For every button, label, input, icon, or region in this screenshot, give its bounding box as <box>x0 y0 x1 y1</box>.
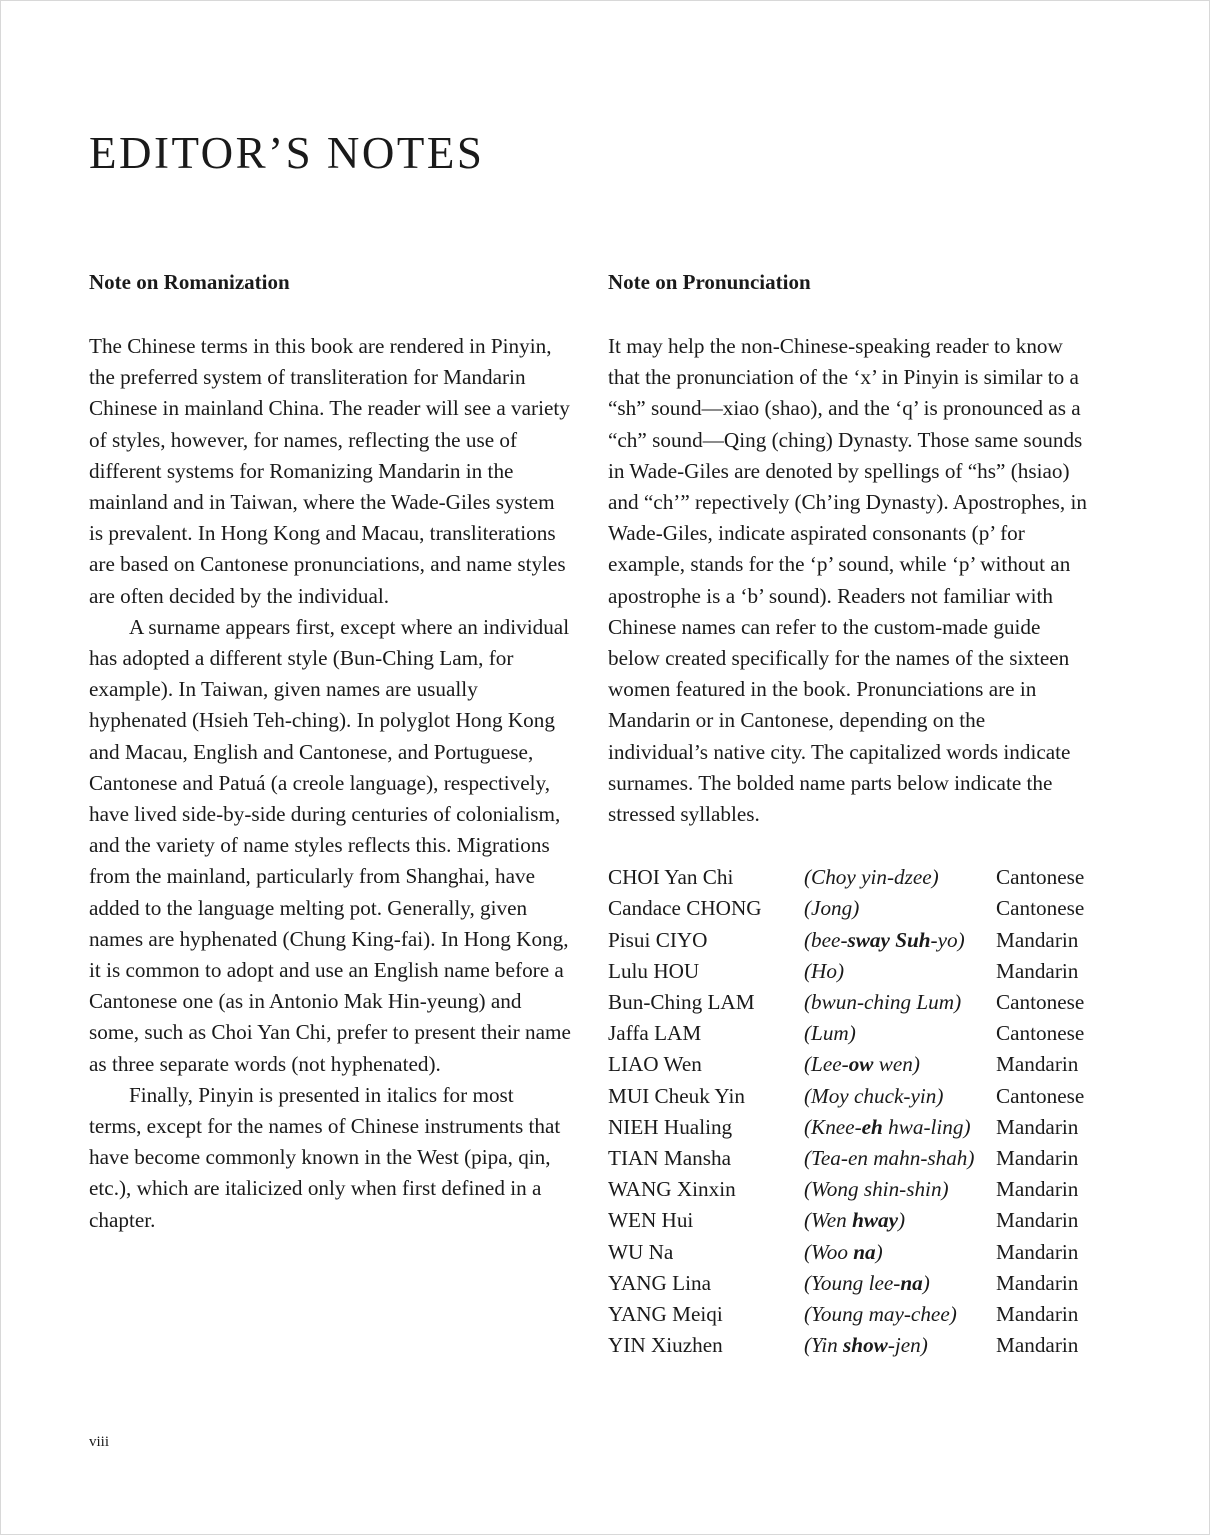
pronunciation-row <box>608 1268 1084 1299</box>
guide-segment: (Young may-chee) <box>804 1302 957 1327</box>
language: Cantonese <box>996 990 1085 1015</box>
pronunciation-row <box>608 1018 1084 1049</box>
guide-segment: (Jong) <box>804 896 860 921</box>
language: Mandarin <box>996 1333 1079 1358</box>
person-name: Pisui CIYO <box>608 927 708 952</box>
pronunciation-row <box>608 1205 1084 1236</box>
guide-segment: (Moy chuck-yin) <box>804 1083 944 1108</box>
guide-segment: ) <box>875 1239 883 1264</box>
pronunciation-guide <box>804 1081 996 1112</box>
guide-segment: (Choy yin-dzee) <box>804 865 939 890</box>
romanization-paragraph-1: The Chinese terms in this book are rendered in Pinyin, the preferred system of transliteration for Mandarin Chinese in mainland China. The reader will see a variety of styles, however, for names, reflecting the use of different systems for Romanizing Mandarin in the mainland and in Taiwan, where the Wade-Giles system is prevalent. In Hong Kong and Macau, transliterations are based on Cantonese pronunciations, and name styles are often decided by the individual. <box>89 334 570 608</box>
guide-segment: (Young lee- <box>804 1270 901 1295</box>
romanization-heading: Note on Romanization <box>89 270 290 294</box>
guide-segment: (Ho) <box>804 958 845 983</box>
pronunciation-guide <box>804 1049 996 1080</box>
pronunciation-body <box>608 331 1090 830</box>
guide-segment: (Woo <box>804 1239 854 1264</box>
pronunciation-guide <box>804 987 996 1018</box>
guide-segment: -yo) <box>930 927 965 952</box>
pronunciation-guide <box>804 956 996 987</box>
guide-segment: (Wen <box>804 1208 853 1233</box>
guide-segment: (bee- <box>804 927 848 952</box>
guide-segment: -jen) <box>887 1333 928 1358</box>
pronunciation-guide <box>804 1268 996 1299</box>
stressed-syllable: sway Suh <box>847 927 931 952</box>
pronunciation-guide <box>804 1237 996 1268</box>
person-name: Candace CHONG <box>608 896 762 921</box>
pronunciation-row <box>608 1143 1084 1174</box>
romanization-paragraph-2: A surname appears first, except where an individual has adopted a different style (Bun-Ching Lam, for example). In Taiwan, given names are usually hyphenated (Hsieh Teh-ching). In polyglot Hong Kong and Macau, English and Cantonese, and Portuguese, Cantonese and Patuá (a creole language), respectively, have lived side-by-side during centuries of colonialism, and the variety of name styles reflects this. Migrations from the mainland, particularly from Shanghai, have added to the language melting pot. Generally, given names are hyphenated (Chung King-fai). In Hong Kong, it is common to adopt and use an English name before a Cantonese one (as in Antonio Mak Hin-yeung) and some, such as Choi Yan Chi, prefer to present their name as three separate words (not hyphenated). <box>89 614 571 1076</box>
language: Mandarin <box>996 1239 1079 1264</box>
pronunciation-guide <box>804 893 996 924</box>
language: Mandarin <box>996 1052 1079 1077</box>
person-name: Bun-Ching LAM <box>608 990 755 1015</box>
pronunciation-guide <box>804 925 996 956</box>
pronunciation-guide <box>804 1330 996 1361</box>
pronunciation-guide <box>804 862 996 893</box>
pronunciation-row <box>608 862 1084 893</box>
pronunciation-row <box>608 1049 1084 1080</box>
guide-segment: ) <box>897 1208 906 1233</box>
person-name: WU Na <box>608 1239 674 1264</box>
guide-segment: wen) <box>873 1052 920 1077</box>
pronunciation-row <box>608 987 1084 1018</box>
pronunciation-row <box>608 893 1084 924</box>
person-name: NIEH Hualing <box>608 1114 733 1139</box>
stressed-syllable: na <box>900 1270 923 1295</box>
guide-segment: hwa-ling) <box>882 1114 971 1139</box>
romanization-section <box>89 268 571 1236</box>
person-name: Jaffa LAM <box>608 1021 702 1046</box>
language: Cantonese <box>996 896 1085 921</box>
pronunciation-guide <box>804 1112 996 1143</box>
romanization-body <box>89 331 571 1236</box>
stressed-syllable: hway <box>852 1208 898 1233</box>
pronunciation-guide <box>804 1174 996 1205</box>
guide-segment: (Lum) <box>804 1021 856 1046</box>
pronunciation-row <box>608 925 1084 956</box>
person-name: WANG Xinxin <box>608 1177 736 1202</box>
pronunciation-guide <box>804 1018 996 1049</box>
language: Cantonese <box>996 1021 1085 1046</box>
pronunciation-heading: Note on Pronunciation <box>608 270 811 294</box>
guide-segment: (bwun-ching Lum) <box>804 990 962 1015</box>
pronunciation-row <box>608 1112 1084 1143</box>
guide-segment: (Wong shin-shin) <box>804 1177 949 1202</box>
person-name: YANG Lina <box>608 1270 711 1295</box>
page-title: EDITOR’S NOTES <box>89 128 485 178</box>
pronunciation-row <box>608 1237 1084 1268</box>
person-name: YANG Meiqi <box>608 1302 723 1327</box>
language: Mandarin <box>996 1114 1079 1139</box>
pronunciation-guide <box>804 1143 996 1174</box>
pronunciation-guide <box>804 1205 996 1236</box>
stressed-syllable: show <box>843 1333 888 1358</box>
guide-segment: (Knee- <box>804 1114 862 1139</box>
pronunciation-row <box>608 1330 1084 1361</box>
person-name: CHOI Yan Chi <box>608 865 734 890</box>
pronunciation-row <box>608 1174 1084 1205</box>
pronunciation-row <box>608 1081 1084 1112</box>
person-name: WEN Hui <box>608 1208 694 1233</box>
pronunciation-table <box>608 862 1084 1361</box>
guide-segment: ) <box>922 1270 930 1295</box>
language: Mandarin <box>996 1146 1079 1171</box>
stressed-syllable: eh <box>861 1114 883 1139</box>
language: Mandarin <box>996 1177 1079 1202</box>
language: Cantonese <box>996 865 1085 890</box>
romanization-paragraph-3: Finally, Pinyin is presented in italics for most terms, except for the names of Chinese instruments that have become commonly known in the West (pipa, qin, etc.), which are italicized only when first defined in a chapter. <box>89 1082 561 1232</box>
pronunciation-guide <box>804 1299 996 1330</box>
language: Mandarin <box>996 1302 1079 1327</box>
guide-segment: (Lee- <box>804 1052 849 1077</box>
page-number: viii <box>89 1434 110 1450</box>
pronunciation-paragraph: It may help the non-Chinese-speaking reader to know that the pronunciation of the ‘x’ in Pinyin is similar to a “sh” sound—xiao (shao), and the ‘q’ is pronounced as a “ch” sound—Qing (ching) Dynasty. Those same sounds in Wade-Giles are denoted by spellings of “hs” (hsiao) and “ch’” repectively (Ch’ing Dynasty). Apostrophes, in Wade-Giles, indicate aspirated consonants (p’ for example, stands for the ‘p’ sound, while ‘p’ without an apostrophe is a ‘b’ sound). Readers not familiar with Chinese names can refer to the custom-made guide below created specifically for the names of the sixteen women featured in the book. Pronunciations are in Mandarin or in Cantonese, depending on the individual’s native city. The capitalized words indicate surnames. The bolded name parts below indicate the stressed syllables. <box>608 334 1087 827</box>
language: Mandarin <box>996 1208 1079 1233</box>
person-name: LIAO Wen <box>608 1052 702 1077</box>
language: Mandarin <box>996 927 1079 952</box>
pronunciation-row <box>608 1299 1084 1330</box>
language: Mandarin <box>996 958 1079 983</box>
stressed-syllable: na <box>853 1239 876 1264</box>
person-name: YIN Xiuzhen <box>608 1333 723 1358</box>
stressed-syllable: ow <box>848 1052 874 1077</box>
guide-segment: (Yin <box>804 1333 844 1358</box>
pronunciation-section <box>608 268 1090 1362</box>
guide-segment: (Tea-en mahn-shah) <box>804 1146 975 1171</box>
pronunciation-row <box>608 956 1084 987</box>
person-name: MUI Cheuk Yin <box>608 1083 745 1108</box>
person-name: TIAN Mansha <box>608 1146 731 1171</box>
language: Cantonese <box>996 1083 1085 1108</box>
language: Mandarin <box>996 1270 1079 1295</box>
person-name: Lulu HOU <box>608 958 700 983</box>
